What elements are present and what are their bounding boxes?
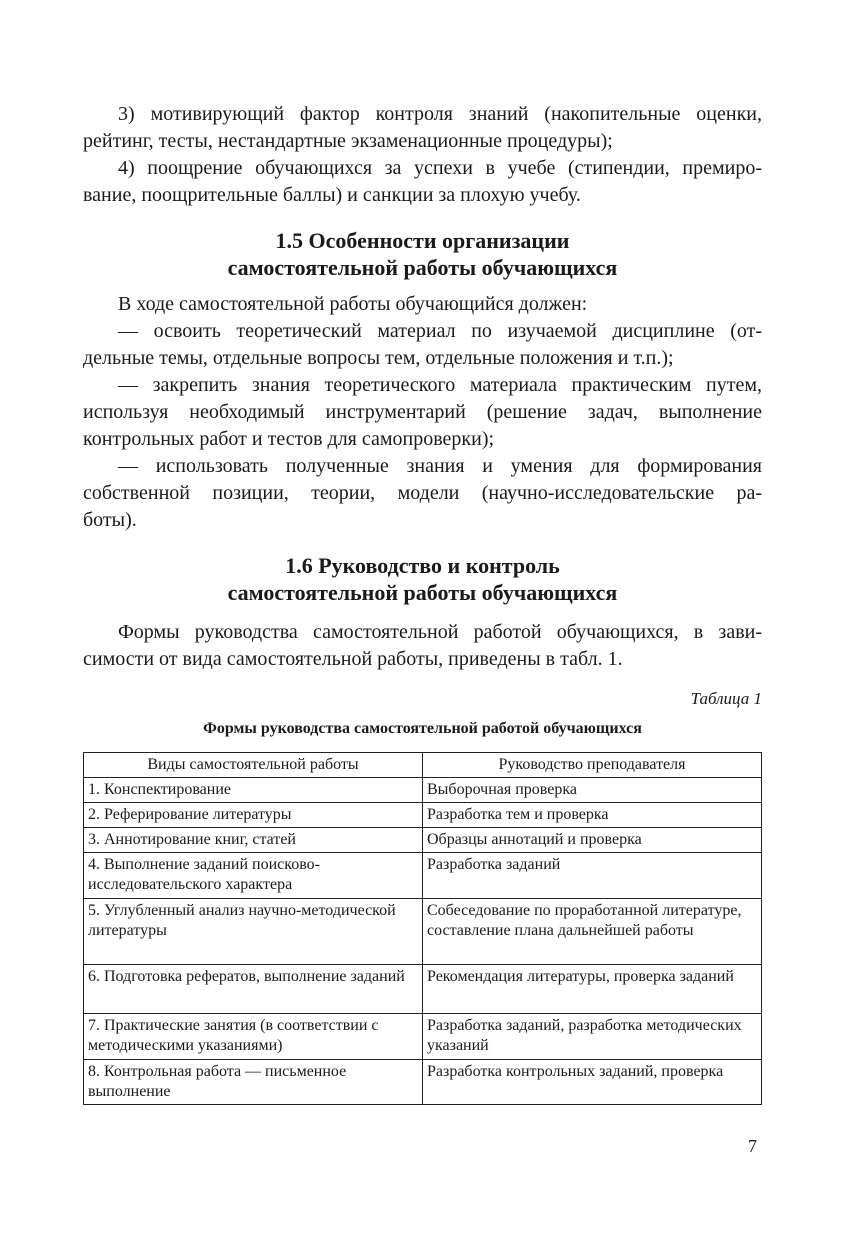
section-1-6-body — [83, 619, 762, 673]
section-1-5-body — [83, 291, 762, 534]
teacher-guidance-cell: Разработка контрольных заданий, проверка — [423, 1060, 762, 1105]
text-line: рейтинг, тесты, нестандартные экзаменационные процедуры); — [83, 130, 613, 152]
teacher-guidance-cell: Образцы аннотаций и проверка — [423, 828, 762, 853]
section-1-6-heading — [83, 552, 762, 606]
text-line: 4) поощрение обучающихся за успехи в учебе (стипендии, премиро- — [118, 157, 762, 179]
section-1-5-heading — [83, 227, 762, 281]
guidance-table — [83, 752, 762, 1105]
table-row — [84, 853, 762, 899]
table-row — [84, 828, 762, 853]
teacher-guidance-cell: Рекомендация литературы, проверка заданий — [423, 965, 762, 1014]
work-type-cell: 7. Практические занятия (в соответствии с методическими указаниями) — [84, 1014, 423, 1060]
text-line: дельные темы, отдельные вопросы тем, отдельные положения и т.п.); — [83, 347, 674, 369]
teacher-guidance-cell: Разработка тем и проверка — [423, 803, 762, 828]
text-line: — закрепить знания теоретического материала практическим путем, — [118, 374, 762, 396]
text-line: используя необходимый инструментарий (решение задач, выполнение — [83, 401, 762, 423]
table-row — [84, 899, 762, 965]
text-line: 3) мотивирующий фактор контроля знаний (накопительные оценки, — [118, 103, 762, 125]
table-label: Таблица 1 — [690, 689, 762, 708]
page-number: 7 — [748, 1136, 757, 1156]
text-line: контрольных работ и тестов для самопроверки); — [83, 428, 495, 450]
table-row — [84, 1014, 762, 1060]
heading-line: 1.5 Особенности организации — [275, 228, 570, 253]
text-line: Формы руководства самостоятельной работой обучающихся, в зави- — [118, 621, 762, 643]
table-row — [84, 778, 762, 803]
work-type-cell: 4. Выполнение заданий поисково-исследовательского характера — [84, 853, 423, 899]
text-line: собственной позиции, теории, модели (научно-исследовательские ра- — [83, 482, 762, 504]
teacher-guidance-cell: Выборочная проверка — [423, 778, 762, 803]
text-line: — освоить теоретический материал по изучаемой дисциплине (от- — [118, 320, 762, 342]
table-header-row — [84, 753, 762, 778]
work-type-cell: 6. Подготовка рефератов, выполнение заданий — [84, 965, 423, 1014]
table-row — [84, 803, 762, 828]
work-type-cell: 8. Контрольная работа — письменное выполнение — [84, 1060, 423, 1105]
heading-line: 1.6 Руководство и контроль — [285, 553, 560, 578]
teacher-guidance-cell: Собеседование по проработанной литературе, составление плана дальнейшей работы — [423, 899, 762, 965]
teacher-guidance-cell: Разработка заданий, разработка методических указаний — [423, 1014, 762, 1060]
heading-line: самостоятельной работы обучающихся — [227, 580, 618, 605]
work-type-cell: 3. Аннотирование книг, статей — [84, 828, 423, 853]
table-title: Формы руководства самостоятельной работой обучающихся — [203, 720, 642, 737]
work-type-cell: 2. Реферирование литературы — [84, 803, 423, 828]
text-line: симости от вида самостоятельной работы, приведены в табл. 1. — [83, 648, 623, 670]
text-line: вание, поощрительные баллы) и санкции за плохую учебу. — [83, 184, 581, 206]
table-row — [84, 1060, 762, 1105]
teacher-guidance-cell: Разработка заданий — [423, 853, 762, 899]
table-row — [84, 965, 762, 1014]
column-header: Руководство преподавателя — [423, 753, 762, 778]
text-line: боты). — [83, 509, 137, 531]
text-line: — использовать полученные знания и умения для формирования — [118, 455, 762, 477]
intro-list — [83, 101, 762, 209]
column-header: Виды самостоятельной работы — [84, 753, 423, 778]
text-line: В ходе самостоятельной работы обучающийся должен: — [118, 293, 588, 315]
work-type-cell: 1. Конспектирование — [84, 778, 423, 803]
work-type-cell: 5. Углубленный анализ научно-методической литературы — [84, 899, 423, 965]
heading-line: самостоятельной работы обучающихся — [227, 255, 618, 280]
